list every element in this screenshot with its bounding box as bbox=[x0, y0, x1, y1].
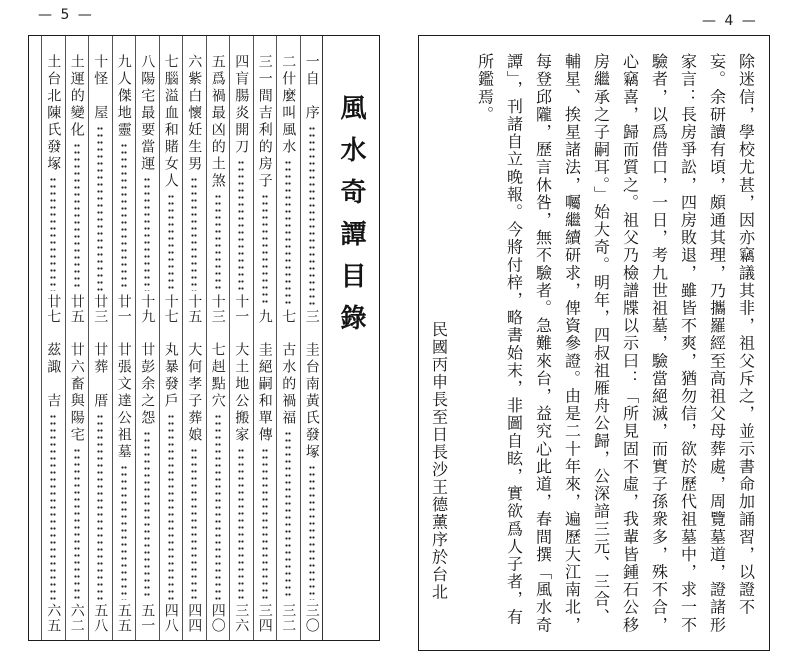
toc-entry-page: 十七 bbox=[162, 294, 179, 324]
toc-entry bbox=[113, 342, 136, 633]
toc-entry-page: 三六 bbox=[233, 603, 250, 633]
toc-entry-title: 三一間吉利的房子 bbox=[256, 54, 273, 190]
toc-entry-page: 四四 bbox=[186, 603, 203, 633]
toc-entry bbox=[230, 342, 253, 633]
toc-column bbox=[88, 36, 112, 640]
toc-entry bbox=[42, 342, 65, 633]
toc-entry-title: 七腦溢血和賭女人 bbox=[162, 54, 179, 190]
preface-signature: 民國丙申長至日長沙王德薰序於台北 bbox=[429, 321, 449, 601]
toc-entry-page: 五一 bbox=[139, 603, 156, 633]
toc-entry-title: 土運的變化 bbox=[68, 54, 85, 139]
title-column bbox=[322, 36, 379, 640]
toc-column bbox=[65, 36, 89, 640]
toc-entry bbox=[42, 54, 65, 324]
toc-entry-title: 一自 序 bbox=[303, 54, 320, 122]
toc-entry-title: 丸暴發戶 bbox=[162, 342, 179, 410]
toc-entry-page: 十五 bbox=[186, 294, 203, 324]
dot-leader bbox=[238, 447, 244, 600]
toc-column bbox=[159, 36, 183, 640]
toc-entry bbox=[207, 54, 230, 324]
toc-entry bbox=[277, 342, 300, 633]
toc-entry-title: 八陽宅最要當運 bbox=[139, 54, 156, 173]
dot-leader bbox=[262, 193, 268, 306]
preface-line: 心竊喜，歸而質之。祖父乃檢譜牒以示曰：「所見固不虛，我輩皆鍾石公移 bbox=[620, 53, 640, 634]
dot-leader bbox=[121, 142, 127, 291]
toc-entry bbox=[277, 54, 300, 324]
toc-column bbox=[182, 36, 206, 640]
toc-entry-title: 大何孝子葬娘 bbox=[186, 342, 203, 444]
dot-leader bbox=[215, 193, 221, 291]
toc-entry-page: 廿一 bbox=[115, 294, 132, 324]
dot-leader bbox=[309, 464, 315, 600]
toc-entry-page: 十九 bbox=[139, 294, 156, 324]
dot-leader bbox=[191, 447, 197, 600]
toc-column bbox=[253, 36, 277, 640]
toc-entry-title: 廿張文達公祖墓 bbox=[115, 342, 132, 461]
toc-entry bbox=[160, 54, 183, 324]
toc-column bbox=[112, 36, 136, 640]
toc-entry-title: 圭台南黃氏發塚 bbox=[303, 342, 320, 461]
toc-entry-page: 三二 bbox=[280, 603, 297, 633]
toc-entry-page: 六二 bbox=[68, 603, 85, 633]
dot-leader bbox=[285, 430, 291, 600]
toc-entry bbox=[66, 54, 89, 324]
toc-entry bbox=[183, 342, 206, 633]
toc-entry-title: 十怪 屋 bbox=[92, 54, 109, 122]
toc-entry-page: 三 bbox=[303, 309, 320, 324]
toc-entry-page: 九 bbox=[256, 309, 273, 324]
toc-entry-title: 二什麼叫風水 bbox=[280, 54, 297, 156]
preface-line: 家言：長房爭訟，四房敗退，雖皆不爽，猶勿信，欲於歷代祖墓中，求一不 bbox=[678, 53, 698, 634]
dot-leader bbox=[238, 159, 244, 291]
dot-leader bbox=[309, 125, 315, 306]
toc-entry-page: 六五 bbox=[45, 603, 62, 633]
preface-line: 譚」，刊諸自立晚報。今將付梓，略書始末，非圖自眩，實欲爲人子者，有 bbox=[504, 53, 524, 626]
toc-entry bbox=[301, 54, 324, 324]
toc-entry-page: 廿七 bbox=[45, 294, 62, 324]
toc-entry-title: 土台北陳氏發塚 bbox=[45, 54, 62, 173]
toc-entry-title: 廿彭余之怨 bbox=[139, 342, 156, 427]
preface-line: 每登邱隴，歷言休咎，無不驗者。急難來台，益究心此道，春間撰「風水奇 bbox=[533, 53, 553, 634]
toc-entry bbox=[207, 342, 230, 633]
toc-column bbox=[229, 36, 253, 640]
toc-column bbox=[206, 36, 230, 640]
page-number-right: — 4 — bbox=[702, 13, 758, 29]
right-page-preface bbox=[418, 35, 770, 651]
toc-entry-title: 四肓腸炎開刀 bbox=[233, 54, 250, 156]
toc-entry-page: 廿三 bbox=[92, 294, 109, 324]
left-page-contents bbox=[28, 35, 380, 641]
toc-entry bbox=[89, 54, 112, 324]
toc-entry-title: 大土地公搬家 bbox=[233, 342, 250, 444]
toc-entry-title: 古水的禍福 bbox=[280, 342, 297, 427]
toc-entry-page: 四〇 bbox=[209, 603, 226, 633]
toc-entry-page: 三〇 bbox=[303, 603, 320, 633]
preface-line: 除迷信，學校尤甚，因亦竊議其非，祖父斥之，並示書命加誦習，以證不 bbox=[736, 53, 756, 617]
dot-leader bbox=[121, 464, 127, 600]
toc-entry-title: 圭絕嗣和單傳 bbox=[256, 342, 273, 444]
toc-entry bbox=[254, 342, 277, 633]
dot-leader bbox=[50, 176, 56, 291]
dot-leader bbox=[144, 430, 150, 600]
dot-leader bbox=[74, 447, 80, 600]
dot-leader bbox=[191, 176, 197, 291]
toc-entry-page: 三四 bbox=[256, 603, 273, 633]
toc-columns bbox=[41, 36, 323, 640]
toc-entry bbox=[183, 54, 206, 324]
dot-leader bbox=[74, 142, 80, 291]
toc-entry-page: 七 bbox=[280, 309, 297, 324]
toc-entry bbox=[230, 54, 253, 324]
toc-entry-page: 十一 bbox=[233, 294, 250, 324]
toc-entry-page: 五五 bbox=[115, 603, 132, 633]
toc-entry-title: 九人傑地靈 bbox=[115, 54, 132, 139]
dot-leader bbox=[144, 176, 150, 291]
preface-line: 房繼承之子嗣耳。」始大奇。明年，四叔祖雁舟公歸，公深諳三元、三合、 bbox=[591, 53, 611, 626]
toc-entry-page: 五八 bbox=[92, 603, 109, 633]
toc-entry bbox=[160, 342, 183, 633]
dot-leader bbox=[168, 413, 174, 600]
toc-title: 風水奇譚目錄 bbox=[336, 94, 366, 346]
toc-entry bbox=[254, 54, 277, 324]
toc-entry bbox=[89, 342, 112, 633]
toc-entry-title: 廿葬 厝 bbox=[92, 342, 109, 410]
toc-entry-title: 六紫白懷妊生男 bbox=[186, 54, 203, 173]
toc-column bbox=[300, 36, 324, 640]
dot-leader bbox=[97, 125, 103, 291]
dot-leader bbox=[285, 159, 291, 306]
toc-entry bbox=[66, 342, 89, 633]
dot-leader bbox=[262, 447, 268, 600]
toc-entry-title: 廿六畜與陽宅 bbox=[68, 342, 85, 444]
toc-entry-page: 四八 bbox=[162, 603, 179, 633]
toc-column bbox=[276, 36, 300, 640]
preface-line: 輔星、挨星諸法，囑繼續研求，俾資參證。由是二十年來，遍歷大江南北， bbox=[562, 53, 582, 634]
toc-entry-title: 五爲禍最凶的土煞 bbox=[209, 54, 226, 190]
toc-entry-title: 七赳點穴 bbox=[209, 342, 226, 410]
preface-line: 妄。余研讀有頃，頗通其理，乃攜羅經至高祖父母葬處，周覽墓道，證諸形 bbox=[707, 53, 727, 634]
toc-entry bbox=[301, 342, 324, 633]
dot-leader bbox=[97, 413, 103, 600]
dot-leader bbox=[215, 413, 221, 600]
dot-leader bbox=[168, 193, 174, 291]
toc-column bbox=[135, 36, 159, 640]
toc-entry-title: 茲諏 吉 bbox=[45, 342, 62, 410]
page-number-left: — 5 — bbox=[38, 7, 94, 23]
toc-entry bbox=[113, 54, 136, 324]
toc-column bbox=[41, 36, 65, 640]
preface-line: 所鑑焉。 bbox=[475, 53, 495, 124]
toc-entry bbox=[136, 342, 159, 633]
preface-line: 驗者，以爲借口，一日，考九世祖墓，驗當絕滅，而實子孫衆多，殊不合， bbox=[649, 53, 669, 634]
toc-entry bbox=[136, 54, 159, 324]
toc-entry-page: 廿五 bbox=[68, 294, 85, 324]
toc-entry-page: 十三 bbox=[209, 294, 226, 324]
dot-leader bbox=[50, 413, 56, 600]
